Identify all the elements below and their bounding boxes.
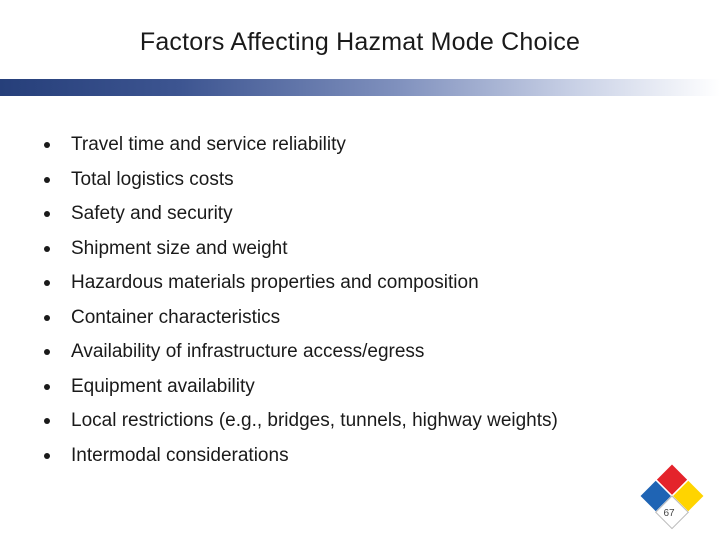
bullet-text: Container characteristics — [71, 306, 281, 328]
bullet-text: Total logistics costs — [71, 168, 234, 190]
bullet-icon — [44, 246, 50, 252]
bullet-icon — [44, 453, 50, 459]
slide-title: Factors Affecting Hazmat Mode Choice — [139, 28, 581, 56]
bullet-icon — [44, 211, 50, 217]
bullet-text: Local restrictions (e.g., bridges, tunnels, highway weights) — [71, 410, 558, 431]
bullet-text: Shipment size and weight — [71, 237, 288, 259]
title-accent-bar — [0, 79, 720, 96]
bullet-icon — [44, 280, 50, 286]
bullet-icon — [44, 349, 50, 355]
bullet-text: Safety and security — [71, 203, 233, 224]
bullet-icon — [44, 384, 50, 390]
bullet-text: Availability of infrastructure access/egress — [71, 341, 425, 362]
bullet-icon — [44, 177, 50, 183]
bullet-icon — [44, 315, 50, 321]
page-number: 67 — [663, 508, 675, 519]
bullet-text: Equipment availability — [71, 375, 255, 397]
bullet-text: Intermodal considerations — [71, 444, 289, 466]
bullet-text: Travel time and service reliability — [71, 134, 346, 155]
bullet-icon — [44, 142, 50, 148]
bullet-icon — [44, 418, 50, 424]
hazmat-diamond-icon — [638, 462, 706, 530]
bullet-text: Hazardous materials properties and composition — [71, 272, 479, 293]
